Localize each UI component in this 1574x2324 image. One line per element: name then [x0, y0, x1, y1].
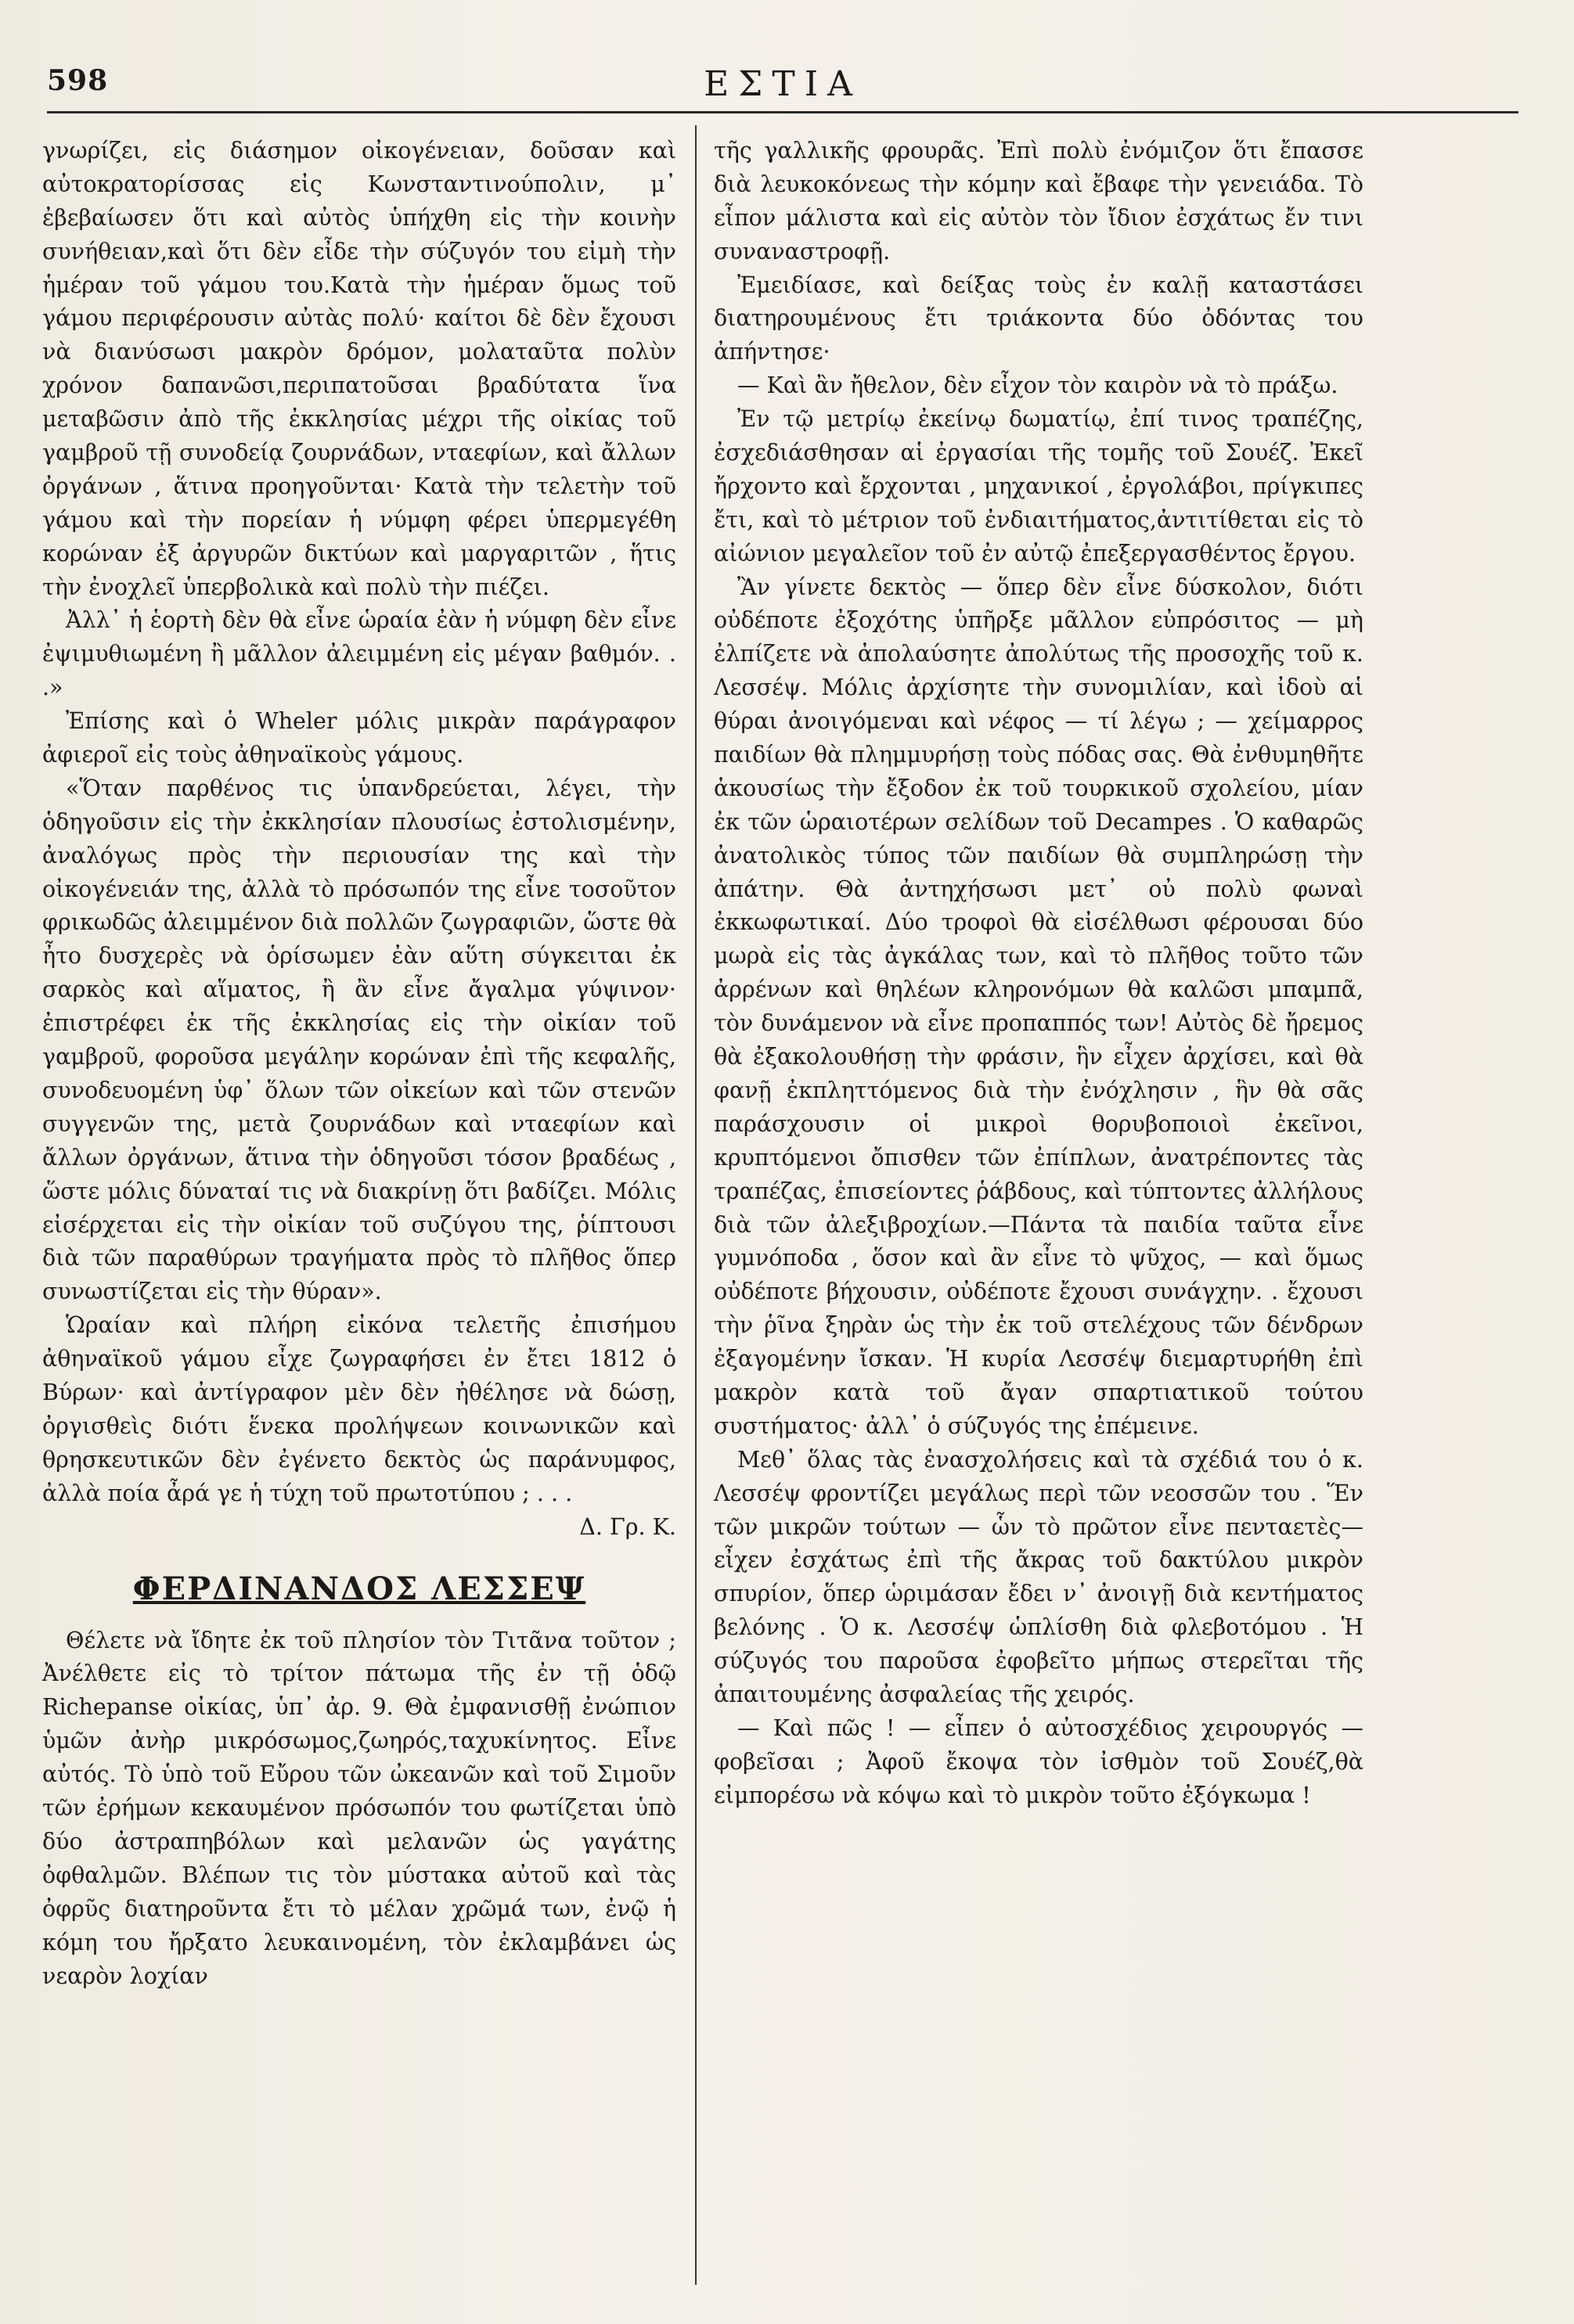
column-divider — [695, 125, 697, 2285]
signature: Δ. Γρ. Κ. — [579, 1513, 676, 1540]
paragraph: γνωρίζει, εἰς διάσημον οἰκογένειαν, δοῦσαν καὶ αὐτοκρατορίσσας εἰς Κωνσταντινούπολιν, μ᾽ ἐβεβαίωσεν ὅτι καὶ αὐτὸς ὑπήχθη εἰς τὴν κοινὴν συνήθειαν,καὶ ὅτι δὲν εἶδε τὴν σύζυγόν του εἰμὴ τὴν ἡμέραν τοῦ γάμου του.Κατὰ τὴν ἡμέραν ὅμως τοῦ γάμου περιφέρουσιν αὐτὰς πολύ· καίτοι δὲ δὲν ἔχουσι νὰ διανύσωσι μακρὸν δρόμον, μολαταῦτα πολὺν χρόνον δαπανῶσι,περιπατοῦσαι βραδύτατα ἵνα μεταβῶσιν ἀπὸ τῆς ἐκκλησίας μέχρι τῆς οἰκίας τοῦ γαμβροῦ τῇ συνοδείᾳ ζουρνάδων, νταεφίων, καὶ ἄλλων ὀργάνων , ἅτινα προηγοῦνται· Κατὰ τὴν τελετὴν τοῦ γάμου καὶ τὴν πορείαν ἡ νύμφη φέρει ὑπερμεγέθη κορώναν ἐξ ἀργυρῶν δικτύων καὶ μαργαριτῶν , ἥτις τὴν ἐνοχλεῖ ὑπερβολικὰ καὶ πολὺ τὴν πιέζει. — [42, 138, 676, 600]
right-column — [714, 135, 1363, 1813]
paragraph: — Καὶ ἂν ἤθελον, δὲν εἶχον τὸν καιρὸν νὰ τὸ πράξω. — [737, 372, 1338, 399]
paragraph: Ἐμειδίασε, καὶ δείξας τοὺς ἐν καλῇ καταστάσει διατηρουμένους ἔτι τριάκοντα δύο ὀδόντας του ἀπήντησε· — [714, 272, 1363, 365]
header-rule — [47, 111, 1518, 113]
paragraph: Μεθ᾽ ὅλας τὰς ἐνασχολήσεις καὶ τὰ σχέδιά του ὁ κ. Λεσσέψ φροντίζει μεγάλως περὶ τῶν νεοσσῶν του . Ἕν τῶν μικρῶν τούτων — ὧν τὸ πρῶτον εἶνε πενταετὲς—εἶχεν ἐσχάτως ἐπὶ τῆς ἄκρας τοῦ δακτύλου μικρὸν σπυρίον, ὅπερ ὡριμάσαν ἔδει ν᾽ ἀνοιγῇ διὰ κεντήματος βελόνης . Ὁ κ. Λεσσέψ ὡπλίσθη διὰ φλεβοτόμου . Ἡ σύζυγός του παροῦσα ἐφοβεῖτο μήπως στερεῖται τῆς ἀπαιτουμένης ἀσφαλείας τῆς χειρός. — [714, 1446, 1363, 1707]
section-title: ΦΕΡΔΙΝΑΝΔΟΣ ΛΕΣΣΕΨ — [132, 1570, 586, 1608]
paragraph: Ὡραίαν καὶ πλήρη εἰκόνα τελετῆς ἐπισήμου ἀθηναϊκοῦ γάμου εἶχε ζωγραφήσει ἐν ἔτει 1812 ὁ Βύρων· καὶ ἀντίγραφον μὲν δὲν ἠθέλησε νὰ δώσῃ, ὀργισθεὶς διότι ἕνεκα προλήψεων κοινωνικῶν καὶ θρησκευτικῶν δὲν ἐγένετο δεκτὸς ὡς παράνυμφος, ἀλλὰ ποία ἆρά γε ἡ τύχη τοῦ πρωτοτύπου ; . . . — [42, 1312, 676, 1506]
paragraph: Θέλετε νὰ ἴδητε ἐκ τοῦ πλησίον τὸν Τιτᾶνα τοῦτον ; Ἀνέλθετε εἰς τὸ τρίτον πάτωμα τῆς ἐν τῇ ὁδῷ Richepanse οἰκίας, ὑπ᾽ ἀρ. 9. Θὰ ἐμφανισθῇ ἐνώπιον ὑμῶν ἀνὴρ μικρόσωμος,ζωηρός,ταχυκίνητος. Εἶνε αὐτός. Τὸ ὑπὸ τοῦ Εὔρου τῶν ὠκεανῶν καὶ τοῦ Σιμοῦν τῶν ἐρήμων κεκαυμένον πρόσωπόν του φωτίζεται ὑπὸ δύο ἀστραπηβόλων καὶ μελανῶν ὡς γαγάτης ὀφθαλμῶν. Βλέπων τις τὸν μύστακα αὐτοῦ καὶ τὰς ὀφρῦς διατηροῦντα ἔτι τὸ μέλαν χρῶμά των, ἐνῷ ἡ κόμη του ἤρξατο λευκαινομένη, τὸν ἐκλαμβάνει ὡς νεαρὸν λοχίαν — [42, 1627, 676, 1989]
page-number: 598 — [47, 64, 109, 97]
paragraph: «Ὅταν παρθένος τις ὑπανδρεύεται, λέγει, τὴν ὁδηγοῦσιν εἰς τὴν ἐκκλησίαν πλουσίως ἐστολισμένην, ἀναλόγως πρὸς τὴν περιουσίαν της καὶ τὴν οἰκογένειάν της, ἀλλὰ τὸ πρόσωπόν της εἶνε τοσοῦτον φρικωδῶς ἀλειμμένον διὰ πολλῶν ζωγραφιῶν, ὥστε θὰ ἦτο δυσχερὲς νὰ ὁρίσωμεν ἐὰν αὕτη σύγκειται ἐκ σαρκὸς καὶ αἵματος, ἢ ἂν εἶνε ἄγαλμα γύψινον· ἐπιστρέφει ἐκ τῆς ἐκκλησίας εἰς τὴν οἰκίαν τοῦ γαμβροῦ, φοροῦσα μεγάλην κορώναν ἐπὶ τῆς κεφαλῆς, συνοδευομένη ὑφ᾽ ὅλων τῶν οἰκείων καὶ τῶν στενῶν συγγενῶν της, μετὰ ζουρνάδων καὶ νταεφίων καὶ ἄλλων ὀργάνων, ἅτινα τὴν ὁδηγοῦσι τόσον βραδέως , ὥστε μόλις δύναταί τις νὰ διακρίνῃ ὅτι βαδίζει. Μόλις εἰσέρχεται εἰς τὴν οἰκίαν τοῦ συζύγου της, ῥίπτουσι διὰ τῶν παραθύρων τραγήματα πρὸς τὸ πλῆθος ὅπερ συνωστίζεται εἰς τὴν θύραν». — [42, 775, 676, 1305]
paragraph: Ἂν γίνετε δεκτὸς — ὅπερ δὲν εἶνε δύσκολον, διότι οὐδέποτε ἐξοχότης ὑπῆρξε μᾶλλον εὐπρόσιτος — μὴ ἐλπίζετε νὰ ἀπολαύσητε ἀπολύτως τῆς προσοχῆς τοῦ κ. Λεσσέψ. Μόλις ἀρχίσητε τὴν συνομιλίαν, καὶ ἰδοὺ αἱ θύραι ἀνοιγόμεναι καὶ νέφος — τί λέγω ; — χείμαρρος παιδίων θὰ πλημμυρήσῃ τοὺς πόδας σας. Θὰ ἐνθυμηθῆτε ἀκουσίως τὴν ἔξοδον ἐκ τοῦ τουρκικοῦ σχολείου, μίαν ἐκ τῶν ὡραιοτέρων σελίδων τοῦ Decampes . Ὁ καθαρῶς ἀνατολικὸς τύπος τῶν παιδίων θὰ συμπληρώσῃ τὴν ἀπάτην. Θὰ ἀντηχήσωσι μετ᾽ οὐ πολὺ φωναὶ ἐκκωφωτικαί. Δύο τροφοὶ θὰ εἰσέλθωσι φέρουσαι δύο μωρὰ εἰς τὰς ἀγκάλας των, καὶ τὸ πλῆθος τοῦτο τῶν ἀρρένων καὶ θηλέων κληρονόμων θὰ καλῶσι μπαμπᾶ, τὸν δυνάμενον νὰ εἶνε προπαππός των! Αὐτὸς δὲ ἤρεμος θὰ ἐξακολουθήσῃ τὴν φράσιν, ἣν εἶχεν ἀρχίσει, καὶ θὰ φανῇ ἐκπληττόμενος διὰ τὴν ἐνόχλησιν , ἣν θὰ σᾶς παράσχουσιν οἱ μικροὶ θορυβοποιοὶ ἐκεῖνοι, κρυπτόμενοι ὄπισθεν τῶν ἐπίπλων, ἀνατρέποντες τὰς τραπέζας, ἐπισείοντες ῥάβδους, καὶ τύπτοντες ἀλλήλους διὰ τῶν ἀλεξιβροχίων.—Πάντα τὰ παιδία ταῦτα εἶνε γυμνόποδα , ὅσον καὶ ἂν εἶνε τὸ ψῦχος, — καὶ ὅμως οὐδέποτε βήχουσιν, οὐδέποτε ἔχουσι συνάγχην. . ἔχουσι τὴν ῥῖνα ξηρὰν ὡς τὴν ἐκ τοῦ στελέχους τῶν δένδρων ἐξαγομένην ἴσκαν. Ἡ κυρία Λεσσέψ διεμαρτυρήθη ἐπὶ μακρὸν κατὰ τοῦ ἄγαν σπαρτιατικοῦ τούτου συστήματος· ἀλλ᾽ ὁ σύζυγός της ἐπέμεινε. — [714, 574, 1363, 1439]
paragraph: τῆς γαλλικῆς φρουρᾶς. Ἐπὶ πολὺ ἐνόμιζον ὅτι ἔπασσε διὰ λευκοκόνεως τὴν κόμην καὶ ἔβαφε τὴν γενειάδα. Τὸ εἶπον μάλιστα καὶ εἰς αὐτὸν τὸν ἴδιον ἐσχάτως ἔν τινι συναναστροφῇ. — [714, 138, 1363, 264]
paragraph: Ἀλλ᾽ ἡ ἑορτὴ δὲν θὰ εἶνε ὡραία ἐὰν ἡ νύμφη δὲν εἶνε ἐψιμυθιωμένη ἢ μᾶλλον ἀλειμμένη εἰς μέγαν βαθμόν. . .» — [42, 607, 676, 701]
paragraph: — Καὶ πῶς ! — εἶπεν ὁ αὐτοσχέδιος χειρουργός — φοβεῖσαι ; Ἀφοῦ ἔκοψα τὸν ἰσθμὸν τοῦ Σουέζ,θὰ εἰμπορέσω νὰ κόψω καὶ τὸ μικρὸν τοῦτο ἐξόγκωμα ! — [714, 1714, 1363, 1808]
paragraph: Ἐν τῷ μετρίῳ ἐκείνῳ δωματίῳ, ἐπί τινος τραπέζης, ἐσχεδιάσθησαν αἱ ἐργασίαι τῆς τομῆς τοῦ Σουέζ. Ἐκεῖ ἤρχοντο καὶ ἔρχονται , μηχανικοί , ἐργολάβοι, πρίγκιπες ἔτι, καὶ τὸ μέτριον τοῦ ἐνδιαιτήματος,ἀντιτίθεται εἰς τὸ αἰώνιον μεγαλεῖον τοῦ ἐν αὐτῷ ἐπεξεργασθέντος ἔργου. — [714, 406, 1363, 567]
left-column — [42, 135, 676, 1993]
paragraph: Ἐπίσης καὶ ὁ Wheler μόλις μικρὰν παράγραφον ἀφιεροῖ εἰς τοὺς ἀθηναϊκοὺς γάμους. — [42, 708, 676, 768]
journal-title: ΕΣΤΙΑ — [704, 64, 862, 104]
